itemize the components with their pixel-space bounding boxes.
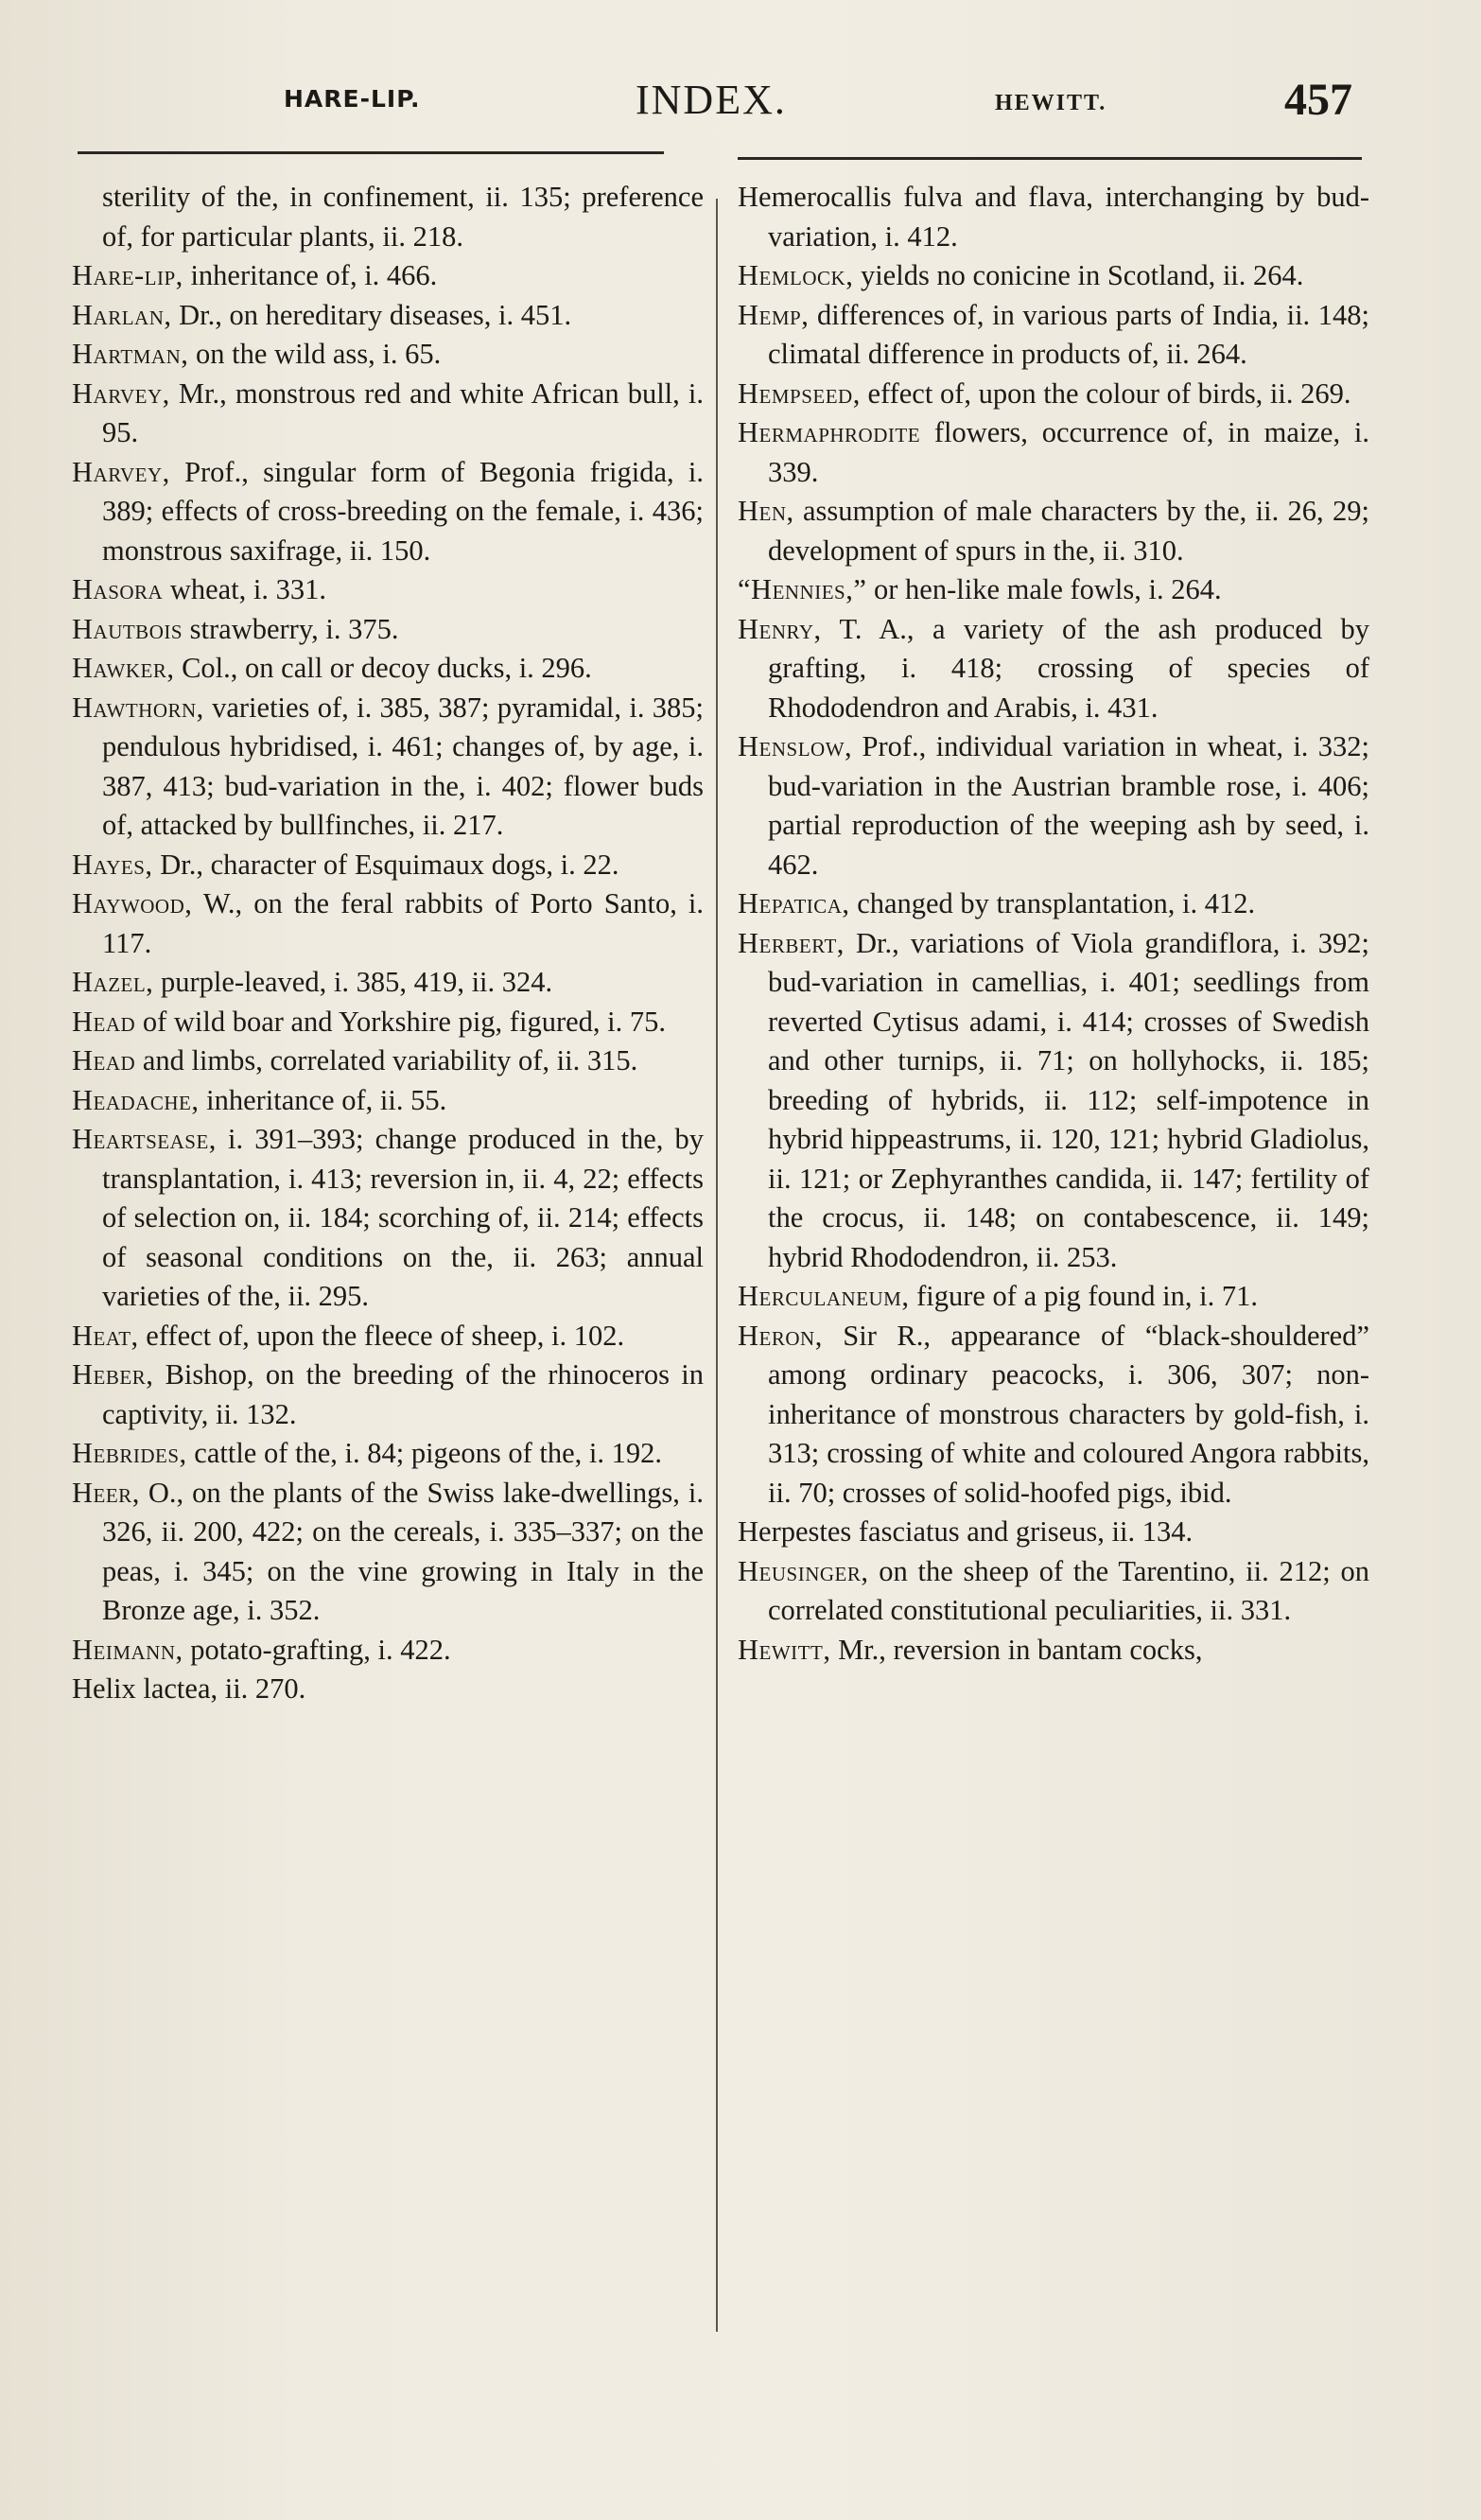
entry-headword: Hempseed, xyxy=(738,376,861,410)
page-number: 457 xyxy=(1284,75,1352,125)
entry-headword: Harvey, xyxy=(72,455,170,488)
index-entry xyxy=(738,924,1369,1278)
index-entry xyxy=(72,610,704,650)
header-rule-left xyxy=(78,151,664,154)
entry-text: sterility of the, in confinement, ii. 135; preference of, for particular plants, ii. 218. xyxy=(102,181,704,253)
header-first-word: HARE-LIP. xyxy=(284,85,421,113)
index-entry xyxy=(72,1003,704,1042)
index-entry xyxy=(72,1631,704,1671)
entry-text: on the sheep of the Tarentino, ii. 212; on correlated constitutional peculiarities, ii. 331. xyxy=(768,1554,1369,1626)
entry-text: Prof., singular form of Begonia frigida, i. 389; effects of cross-breeding on the female, i. 436; monstrous saxifrage, ii. 150. xyxy=(102,455,704,567)
index-entry xyxy=(72,375,704,453)
entry-headword: Hemp, xyxy=(738,298,810,331)
entry-headword: Heartsease, xyxy=(72,1123,217,1155)
index-entry xyxy=(738,1277,1369,1317)
index-entry xyxy=(738,296,1369,375)
index-entry xyxy=(72,1317,704,1356)
index-entry xyxy=(738,1513,1369,1552)
entry-text: Sir R., appearance of “black-shouldered” among ordinary peacocks, i. 306, 307; non-inheritance of monstrous characters by gold-fish, i. 313; crossing of white and coloured Angora rabbits, ii. 70; crosses of solid-hoofed pigs, ibid. xyxy=(768,1319,1369,1509)
entry-text: Dr., character of Esquimaux dogs, i. 22. xyxy=(152,848,619,881)
entry-headword: Heer, xyxy=(72,1476,140,1509)
entry-headword: Heron, xyxy=(738,1319,823,1352)
index-entry xyxy=(72,1356,704,1434)
entry-text: yields no conicine in Scotland, ii. 264. xyxy=(853,259,1304,291)
entry-headword: Hawker, xyxy=(72,652,175,684)
entry-text: and limbs, correlated variability of, ii. 315. xyxy=(135,1044,638,1076)
entry-headword: Hare-lip, xyxy=(72,259,183,291)
entry-headword: Henry, xyxy=(738,612,822,645)
entry-text: Col., on call or decoy ducks, i. 296. xyxy=(174,652,592,684)
entry-text: Mr., monstrous red and white African bull, i. 95. xyxy=(102,376,704,448)
entry-text: Bishop, on the breeding of the rhinoceros in captivity, ii. 132. xyxy=(102,1358,704,1430)
entry-headword: Hebrides, xyxy=(72,1437,187,1469)
entry-text: of wild boar and Yorkshire pig, figured, i. 75. xyxy=(135,1005,666,1038)
index-entry xyxy=(738,727,1369,884)
entry-text: effect of, upon the colour of birds, ii. 269. xyxy=(860,376,1351,410)
entry-headword: Hautbois xyxy=(72,612,183,645)
entry-text: Dr., on hereditary diseases, i. 451. xyxy=(171,298,572,331)
entry-headword: Heat, xyxy=(72,1319,139,1352)
index-entry xyxy=(738,375,1369,414)
index-entry xyxy=(72,963,704,1003)
entry-text: cattle of the, i. 84; pigeons of the, i. 192. xyxy=(186,1437,662,1469)
entry-headword: “Hennies,” xyxy=(738,573,867,605)
entry-text: differences of, in various parts of India, ii. 148; climatal difference in products of, ii. 264. xyxy=(768,298,1369,370)
column-divider xyxy=(716,199,718,2332)
entry-headword: Harvey, xyxy=(72,376,170,410)
entry-headword: Headache, xyxy=(72,1083,200,1116)
index-entry xyxy=(72,1120,704,1317)
entry-text: Helix lactea, ii. 270. xyxy=(72,1672,306,1705)
entry-text: on the wild ass, i. 65. xyxy=(188,338,442,370)
index-entry xyxy=(72,1081,704,1121)
entry-headword: Hemlock, xyxy=(738,259,854,291)
entry-text: Prof., individual variation in wheat, i. 332; bud-variation in the Austrian bramble rose, i. 406; partial reproduction of the weeping ash by seed, i. 462. xyxy=(768,730,1369,881)
entry-text: wheat, i. 331. xyxy=(163,573,327,605)
entry-headword: Hen, xyxy=(738,495,794,527)
index-entry xyxy=(72,335,704,375)
index-entry xyxy=(738,570,1369,610)
index-entry xyxy=(72,846,704,885)
entry-headword: Hayes, xyxy=(72,848,153,881)
header-title: INDEX. xyxy=(636,77,787,123)
entry-text: purple-leaved, i. 385, 419, ii. 324. xyxy=(153,966,553,998)
entry-text: Mr., reversion in bantam cocks, xyxy=(830,1633,1203,1666)
entry-text: varieties of, i. 385, 387; pyramidal, i. 385; pendulous hybridised, i. 461; changes of, by age, i. 387, 413; bud-variation in the, i. 402; flower buds of, attacked by bullfinches, ii. 217. xyxy=(102,691,704,841)
index-column-left xyxy=(72,178,704,1709)
index-entry xyxy=(738,1552,1369,1631)
index-entry xyxy=(72,649,704,689)
entry-text: figure of a pig found in, i. 71. xyxy=(909,1280,1258,1312)
index-entry xyxy=(72,1041,704,1081)
entry-headword: Herculaneum, xyxy=(738,1280,910,1312)
index-entry xyxy=(72,884,704,963)
entry-headword: Heber, xyxy=(72,1358,154,1391)
entry-headword: Heimann, xyxy=(72,1633,183,1666)
entry-text: assumption of male characters by the, ii. 26, 29; development of spurs in the, ii. 310. xyxy=(768,495,1369,567)
entry-text: flowers, occurrence of, in maize, i. 339. xyxy=(768,416,1369,488)
entry-headword: Hermaphrodite xyxy=(738,416,921,448)
entry-headword: Head xyxy=(72,1005,136,1038)
entry-headword: Hawthorn, xyxy=(72,691,204,724)
entry-text: O., on the plants of the Swiss lake-dwellings, i. 326, ii. 200, 422; on the cereals, i. 335–337; on the peas, i. 345; on the vine growing in Italy in the Bronze age, i. 352. xyxy=(102,1476,704,1626)
index-entry xyxy=(72,296,704,336)
index-entry xyxy=(72,1474,704,1631)
entry-headword: Hewitt, xyxy=(738,1633,831,1666)
entry-text: Dr., variations of Viola grandiflora, i. 392; bud-variation in camellias, i. 401; seedlings from reverted Cytisus adami, i. 414; crosses of Swedish and other turnips, ii. 71; on hollyhocks, ii. 185; breeding of hybrids, ii. 112; self-impotence in hybrid hippeastrums, ii. 120, 121; hybrid Gladiolus, ii. 121; or Zephyranthes candida, ii. 147; fertility of the crocus, ii. 148; on contabescence, ii. 149; hybrid Rhododendron, ii. 253. xyxy=(768,926,1369,1273)
index-entry xyxy=(72,689,704,846)
entry-headword: Hartman, xyxy=(72,338,189,370)
index-entry xyxy=(72,178,704,256)
entry-text: W., on the feral rabbits of Porto Santo, i. 117. xyxy=(102,887,704,959)
index-entry xyxy=(72,570,704,610)
entry-headword: Harlan, xyxy=(72,298,172,331)
index-entry xyxy=(738,1631,1369,1671)
index-entry xyxy=(738,413,1369,492)
header-last-word: HEWITT. xyxy=(995,91,1107,115)
index-entry xyxy=(72,1434,704,1474)
index-entry xyxy=(738,178,1369,256)
entry-text: inheritance of, i. 466. xyxy=(183,259,438,291)
index-entry xyxy=(738,884,1369,924)
index-column-right xyxy=(738,178,1369,1670)
index-entry xyxy=(72,1670,704,1709)
entry-text: Hemerocallis fulva and flava, interchanging by bud-variation, i. 412. xyxy=(738,181,1369,253)
entry-headword: Haywood, xyxy=(72,887,193,919)
entry-headword: Herbert, xyxy=(738,926,845,959)
entry-text: or hen-like male fowls, i. 264. xyxy=(866,573,1222,605)
entry-text: T. A., a variety of the ash produced by grafting, i. 418; crossing of species of Rhododendron and Arabis, i. 431. xyxy=(768,612,1369,724)
entry-headword: Heusinger, xyxy=(738,1554,869,1587)
entry-headword: Hasora xyxy=(72,573,164,605)
index-entry xyxy=(738,1317,1369,1514)
index-entry xyxy=(72,256,704,296)
entry-headword: Hazel, xyxy=(72,966,154,998)
entry-text: inheritance of, ii. 55. xyxy=(199,1083,447,1116)
index-entry xyxy=(72,453,704,571)
entry-text: changed by transplantation, i. 412. xyxy=(849,887,1256,919)
index-entry xyxy=(738,256,1369,296)
index-entry xyxy=(738,492,1369,570)
running-header xyxy=(0,76,1481,151)
entry-text: Herpestes fasciatus and griseus, ii. 134. xyxy=(738,1515,1194,1548)
entry-headword: Head xyxy=(72,1044,136,1076)
entry-text: effect of, upon the fleece of sheep, i. 102. xyxy=(138,1319,625,1352)
index-entry xyxy=(738,610,1369,728)
entry-headword: Henslow, xyxy=(738,730,853,762)
header-rule-right xyxy=(738,157,1362,160)
entry-text: i. 391–393; change produced in the, by transplantation, i. 413; reversion in, ii. 4, 22; effects of selection on, ii. 184; scorching of, ii. 214; effects of seasonal conditions on the, ii. 263; annual varieties of the, ii. 295. xyxy=(102,1123,704,1312)
entry-text: strawberry, i. 375. xyxy=(183,612,399,645)
entry-headword: Hepatica, xyxy=(738,887,850,919)
entry-text: potato-grafting, i. 422. xyxy=(183,1633,451,1666)
